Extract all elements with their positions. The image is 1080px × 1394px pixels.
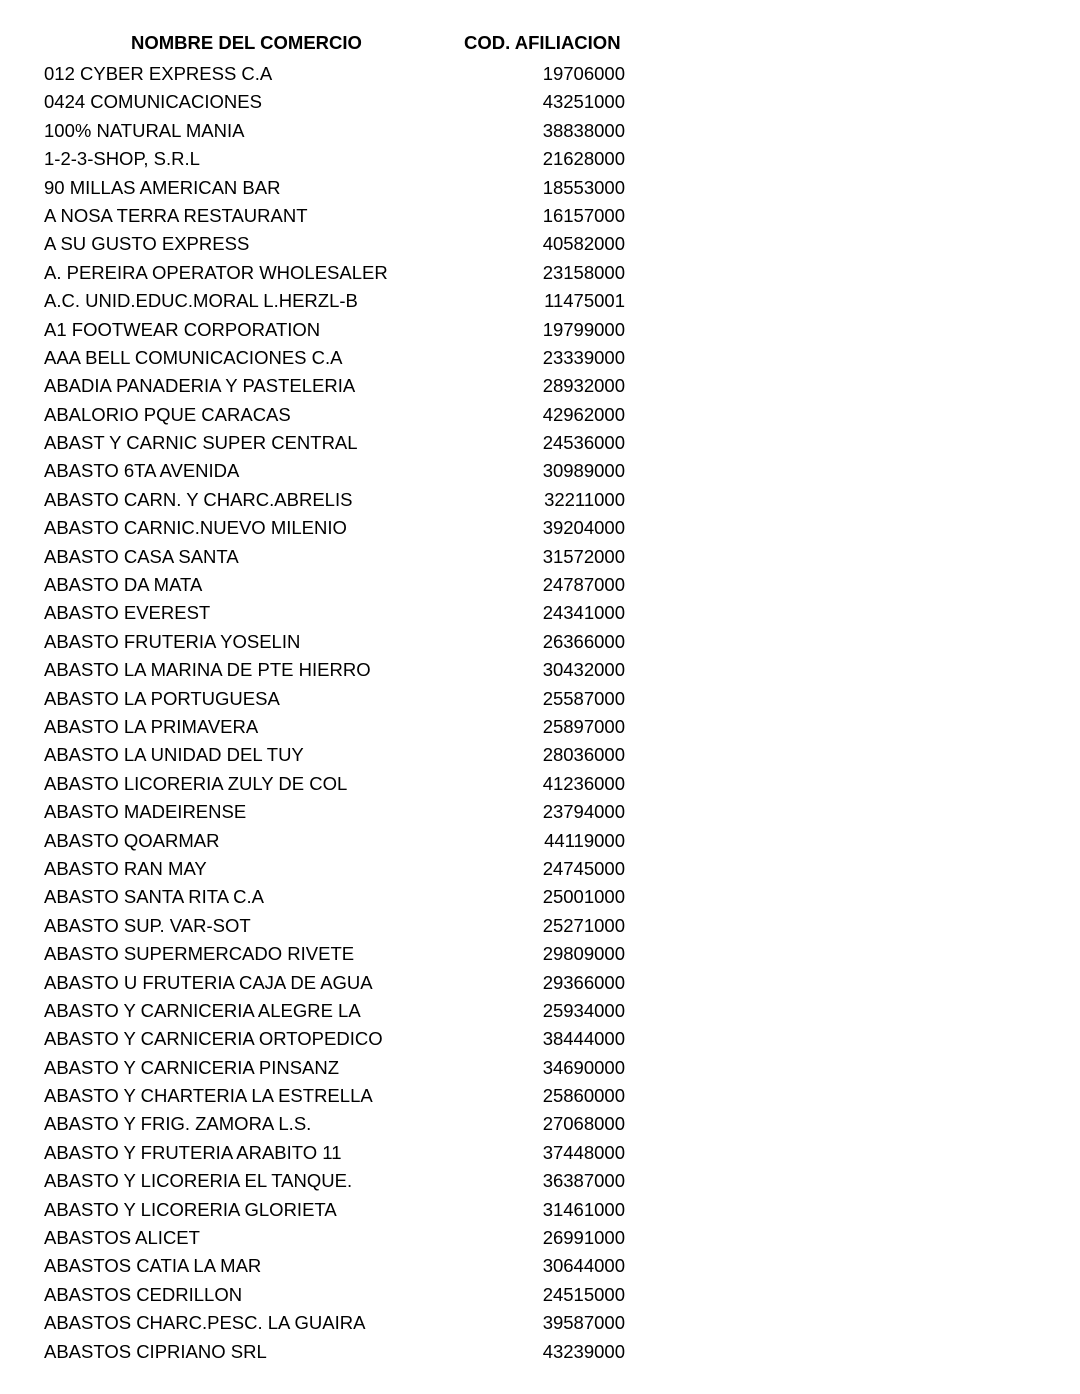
merchant-name: ABASTO DA MATA (44, 574, 203, 596)
merchant-name: ABASTO MADEIRENSE (44, 801, 247, 823)
affiliation-code: 25860000 (542, 1085, 625, 1107)
table-row (0, 883, 1080, 911)
affiliation-code: 28932000 (542, 375, 625, 397)
table-row (0, 259, 1080, 287)
affiliation-code: 29366000 (542, 971, 625, 993)
affiliation-code: 24515000 (542, 1283, 625, 1305)
table-row (0, 1224, 1080, 1252)
affiliation-code: 25897000 (542, 715, 625, 737)
merchant-name: ABASTOS CIPRIANO SRL (44, 1340, 267, 1362)
table-row (0, 486, 1080, 514)
merchant-name: ABASTO SUPERMERCADO RIVETE (44, 943, 355, 965)
affiliation-code: 25934000 (542, 999, 625, 1021)
merchant-name: ABASTOS ALICET (44, 1227, 200, 1249)
merchant-name: ABAST Y CARNIC SUPER CENTRAL (44, 432, 358, 454)
affiliation-code: 31461000 (542, 1198, 625, 1220)
merchant-name: ABALORIO PQUE CARACAS (44, 403, 291, 425)
table-row (0, 1139, 1080, 1167)
merchant-name: ABASTO CARN. Y CHARC.ABRELIS (44, 488, 353, 510)
table-row (0, 202, 1080, 230)
table-header (0, 32, 1080, 58)
affiliation-code: 42962000 (542, 403, 625, 425)
merchant-name: ABASTO LA PRIMAVERA (44, 715, 259, 737)
merchant-name: ABASTO QOARMAR (44, 829, 220, 851)
affiliation-code: 38838000 (542, 119, 625, 141)
affiliation-code: 39204000 (542, 517, 625, 539)
merchant-name: ABASTO FRUTERIA YOSELIN (44, 630, 301, 652)
affiliation-code: 19706000 (542, 63, 625, 84)
affiliation-code: 43251000 (542, 91, 625, 113)
merchant-name: ABASTO SUP. VAR-SOT (44, 914, 251, 936)
table-row (0, 1309, 1080, 1337)
merchant-name: ABASTO Y LICORERIA EL TANQUE. (44, 1170, 353, 1192)
affiliation-code: 27068000 (542, 1113, 625, 1135)
table-row (0, 1252, 1080, 1280)
affiliation-code: 28036000 (542, 744, 625, 766)
affiliation-code: 24745000 (542, 857, 625, 879)
merchant-name: A. PEREIRA OPERATOR WHOLESALER (44, 261, 388, 283)
affiliation-code: 29809000 (542, 943, 625, 965)
affiliation-code: 24341000 (542, 602, 625, 624)
merchant-name: ABASTO U FRUTERIA CAJA DE AGUA (44, 971, 373, 993)
merchant-name: ABASTO Y CHARTERIA LA ESTRELLA (44, 1085, 373, 1107)
merchant-name: ABASTO RAN MAY (44, 857, 207, 879)
affiliation-code: 38444000 (542, 1028, 625, 1050)
merchant-name: A.C. UNID.EDUC.MORAL L.HERZL-B (44, 290, 358, 312)
affiliation-code: 25271000 (542, 914, 625, 936)
affiliation-code: 19799000 (542, 318, 625, 340)
table-row (0, 344, 1080, 372)
affiliation-code: 25001000 (542, 886, 625, 908)
merchant-name: ABASTO LICORERIA ZULY DE COL (44, 772, 348, 794)
affiliation-code: 30989000 (542, 460, 625, 482)
merchant-name: AAA BELL COMUNICACIONES C.A (44, 346, 343, 368)
merchant-name: ABASTO CASA SANTA (44, 545, 239, 567)
table-row (0, 1338, 1080, 1366)
table-row (0, 798, 1080, 826)
affiliation-code: 32211000 (544, 488, 625, 510)
affiliation-code: 34690000 (542, 1056, 625, 1078)
merchant-name: ABASTO Y LICORERIA GLORIETA (44, 1198, 337, 1220)
merchant-name: ABASTO CARNIC.NUEVO MILENIO (44, 517, 347, 539)
table-row (0, 1196, 1080, 1224)
merchant-name: 100% NATURAL MANIA (44, 119, 245, 141)
affiliation-code: 23158000 (542, 261, 625, 283)
table-row (0, 316, 1080, 344)
table-row (0, 656, 1080, 684)
affiliation-code: 37448000 (542, 1141, 625, 1163)
affiliation-code: 41236000 (542, 772, 625, 794)
affiliation-code: 25587000 (542, 687, 625, 709)
affiliation-code: 31572000 (542, 545, 625, 567)
affiliation-code: 21628000 (542, 148, 625, 170)
table-row (0, 543, 1080, 571)
table-row (0, 827, 1080, 855)
table-row (0, 60, 1080, 88)
merchant-name: ABASTO LA MARINA DE PTE HIERRO (44, 659, 371, 681)
merchant-name: ABASTO EVEREST (44, 602, 211, 624)
table-row (0, 855, 1080, 883)
affiliation-code: 43239000 (542, 1340, 625, 1362)
table-row (0, 429, 1080, 457)
merchant-name: ABASTO Y FRUTERIA ARABITO 11 (44, 1141, 342, 1163)
merchant-name: ABASTOS CATIA LA MAR (44, 1255, 262, 1277)
table-row (0, 770, 1080, 798)
affiliation-code: 39587000 (542, 1312, 625, 1334)
affiliation-code: 40582000 (542, 233, 625, 255)
column-header-name: NOMBRE DEL COMERCIO (131, 32, 362, 53)
merchant-name: ABADIA PANADERIA Y PASTELERIA (44, 375, 356, 397)
affiliation-code: 23339000 (542, 346, 625, 368)
affiliation-code: 30644000 (542, 1255, 625, 1277)
merchant-name: 012 CYBER EXPRESS C.A (44, 63, 273, 84)
table-row (0, 741, 1080, 769)
table-row (0, 685, 1080, 713)
table-row (0, 997, 1080, 1025)
merchant-name: ABASTO LA UNIDAD DEL TUY (44, 744, 304, 766)
merchant-name: ABASTO SANTA RITA C.A (44, 886, 265, 908)
table-row (0, 1025, 1080, 1053)
table-row (0, 628, 1080, 656)
table-row (0, 117, 1080, 145)
table-row (0, 401, 1080, 429)
affiliation-code: 24536000 (542, 432, 625, 454)
affiliation-code: 44119000 (544, 829, 625, 851)
merchant-name: A1 FOOTWEAR CORPORATION (44, 318, 321, 340)
table-row (0, 174, 1080, 202)
affiliation-code: 30432000 (542, 659, 625, 681)
affiliation-code: 23794000 (542, 801, 625, 823)
table-row (0, 1167, 1080, 1195)
affiliation-code: 11475001 (544, 290, 625, 312)
table-row (0, 940, 1080, 968)
merchant-name: ABASTO Y CARNICERIA PINSANZ (44, 1056, 340, 1078)
table-row (0, 1281, 1080, 1309)
table-row (0, 1054, 1080, 1082)
affiliation-code: 36387000 (542, 1170, 625, 1192)
merchant-name: ABASTO Y CARNICERIA ALEGRE LA (44, 999, 361, 1021)
table-row (0, 457, 1080, 485)
merchant-name: 90 MILLAS AMERICAN BAR (44, 176, 281, 198)
affiliation-code: 26366000 (542, 630, 625, 652)
column-header-code: COD. AFILIACION (464, 32, 621, 53)
merchant-name: ABASTO LA PORTUGUESA (44, 687, 280, 709)
table-row (0, 514, 1080, 542)
affiliation-code: 18553000 (542, 176, 625, 198)
merchant-name: A NOSA TERRA RESTAURANT (44, 204, 308, 226)
merchant-name: ABASTO 6TA AVENIDA (44, 460, 240, 482)
merchant-name: ABASTOS CEDRILLON (44, 1283, 243, 1305)
table-row (0, 571, 1080, 599)
merchant-name: ABASTO Y CARNICERIA ORTOPEDICO (44, 1028, 383, 1050)
table-row (0, 713, 1080, 741)
table-row (0, 1110, 1080, 1138)
affiliation-code: 26991000 (542, 1227, 625, 1249)
table-row (0, 145, 1080, 173)
table-row (0, 230, 1080, 258)
merchant-name: ABASTO Y FRIG. ZAMORA L.S. (44, 1113, 312, 1135)
merchant-name: 1-2-3-SHOP, S.R.L (44, 148, 200, 170)
table-body (0, 60, 1080, 1366)
table-row (0, 599, 1080, 627)
merchant-name: ABASTOS CHARC.PESC. LA GUAIRA (44, 1312, 366, 1334)
table-row (0, 912, 1080, 940)
affiliation-code: 24787000 (542, 574, 625, 596)
merchant-name: A SU GUSTO EXPRESS (44, 233, 250, 255)
table-row (0, 88, 1080, 116)
table-row (0, 969, 1080, 997)
table-row (0, 287, 1080, 315)
affiliation-code: 16157000 (542, 204, 625, 226)
merchant-name: 0424 COMUNICACIONES (44, 91, 262, 113)
table-row (0, 372, 1080, 400)
table-row (0, 1082, 1080, 1110)
